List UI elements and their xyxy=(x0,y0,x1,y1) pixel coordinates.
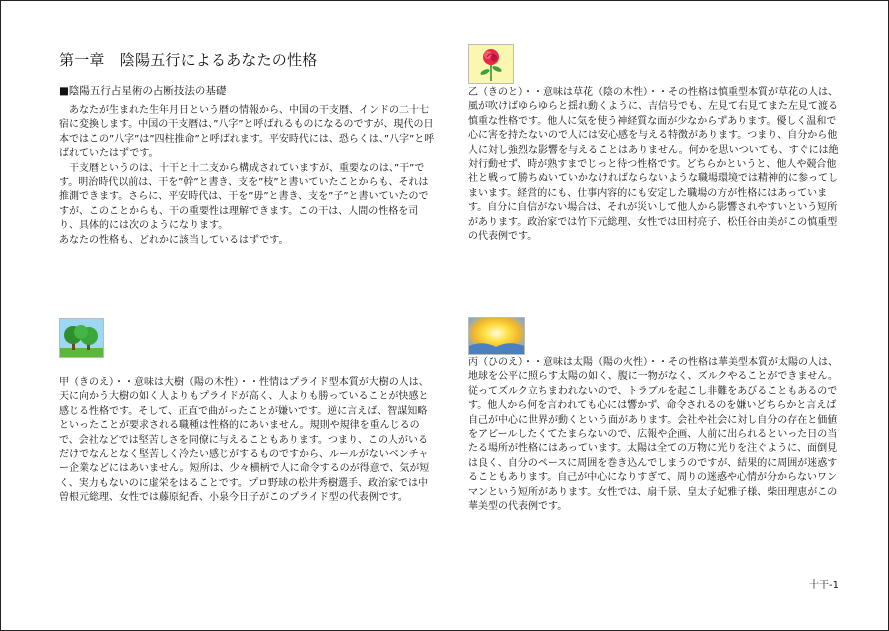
kinoto-text: 乙（きのと）・・意味は草花（陰の木性）・・その性格は慎重型本質が草花の人は、風が吹けばゆらゆらと揺れ動くように、吉信号でも、左見て右見てまた左見て渡る慎重な性格です。他人に気を使う神経質な面が少なからずあります。優しく温和で心に害を持たないので人には安心感を与える特徴があります。つまり、自分から他人に対し強烈な影響を与えることはありません。何かを思いついても、すぐには絶対行動せず、時が熟すまでじっと待つ性格です。どちらかというと、他人や競合他社と戦って勝ちぬいていかなければならないような職場環境では精神的に参ってしまいます。経営的にも、仕事内容的にも安定した職場の方が性格にはあっています。自分に自信がない場合は、それが災いして他人から影響されやすいという短所があります。政治家では竹下元総理、女性では田村亮子、松任谷由美がこの慎重型の代表例です。 xyxy=(468,87,839,243)
rose-icon xyxy=(468,44,514,84)
section-heading: ■陰陽五行占星術の占断技法の基礎 xyxy=(59,85,227,97)
sun-icon xyxy=(468,317,525,355)
intro-paragraph-3: あなたの性格も、どれかに該当しているはずです。 xyxy=(59,234,289,246)
trees-icon xyxy=(59,318,104,358)
chapter-title: 第一章 陰陽五行によるあなたの性格 xyxy=(59,51,318,69)
intro-paragraph-1: あなたが生まれた生年月日という暦の情報から、中国の干支暦、インドの二十七宿に変換します。中国の干支暦は、”八字”と呼ばれるものになるのですが、現代の日本ではこの”八字”は”四柱推命”と呼ばれます。平安時代には、恐らくは、”八字”と呼ばれていたはずです。 xyxy=(59,105,435,160)
hinoe-text: 丙（ひのえ）・・意味は太陽（陽の火性）・・その性格は華美型本質が太陽の人は、地球を公平に照らす太陽の如く、腹に一物がなく、ズルクやることができません。従ってズルク立ちまわれないので、トラブルを起こし非難をあびることもあるのです。他人から何を言われても心には響かず、命令されるのを嫌いどちらかと言えば自己が中心に世界が動くという面があります。会社や社会に対し自分の存在と価値をアピールしたくてたまらないので、広報や企画、人前に出られるといった日の当たる場所が性格にはあっています。太陽は全ての万物に光りを注ぐように、面倒見は良く、自分のペースに周囲を巻き込んでしまうのですが、結果的に周囲が迷惑することもあります。自己が中心になりすぎて、周りの迷惑や心情が分からないワンマンという短所があります。女性では、扇千景、皇太子妃雅子様、柴田理恵がこの華美型の代表例です。 xyxy=(468,357,838,513)
page-number: 十干-1 xyxy=(809,580,839,591)
intro-paragraph-2: 干支暦というのは、十干と十二支から構成されていますが、重要なのは、”干”です。明治時代以前は、干を”幹”と書き、支を”枝”と書いていたことからも、それは推測できます。さらに、平安時代は、干を”毋”と書き、支を”子”と書いていたのですが、このことからも、干の重要性は理解できます。この干は、人間の性格を司り、具体的には次のようになります。 xyxy=(59,162,429,232)
kinoe-text: 甲（きのえ）・・意味は大樹（陽の木性）・・性情はプライド型本質が大樹の人は、天に向かう大樹の如く人よりもプライドが高く、人よりも勝っていることが快感と感じる性格です。そして、正直で曲がったことが嫌いです。逆に言えば、智謀知略といったことが要求される職種は性格的にあいません。規則や規律を重んじるので、会社などでは堅苦しさを同僚に与えることもあります。つまり、この人がいるだけでなんとなく堅苦しく冷たい感じがするものですから、ルールがないベンチャー企業などにはあいません。短所は、少々横柄で人に命令するのが得意で、気が短く、実力もないのに虚栄をはることです。プロ野球の松井秀樹選手、政治家では中曽根元総理、女性では藤原紀香、小泉今日子がこのプライド型の代表例です。 xyxy=(59,377,430,504)
intro-text xyxy=(59,104,437,248)
